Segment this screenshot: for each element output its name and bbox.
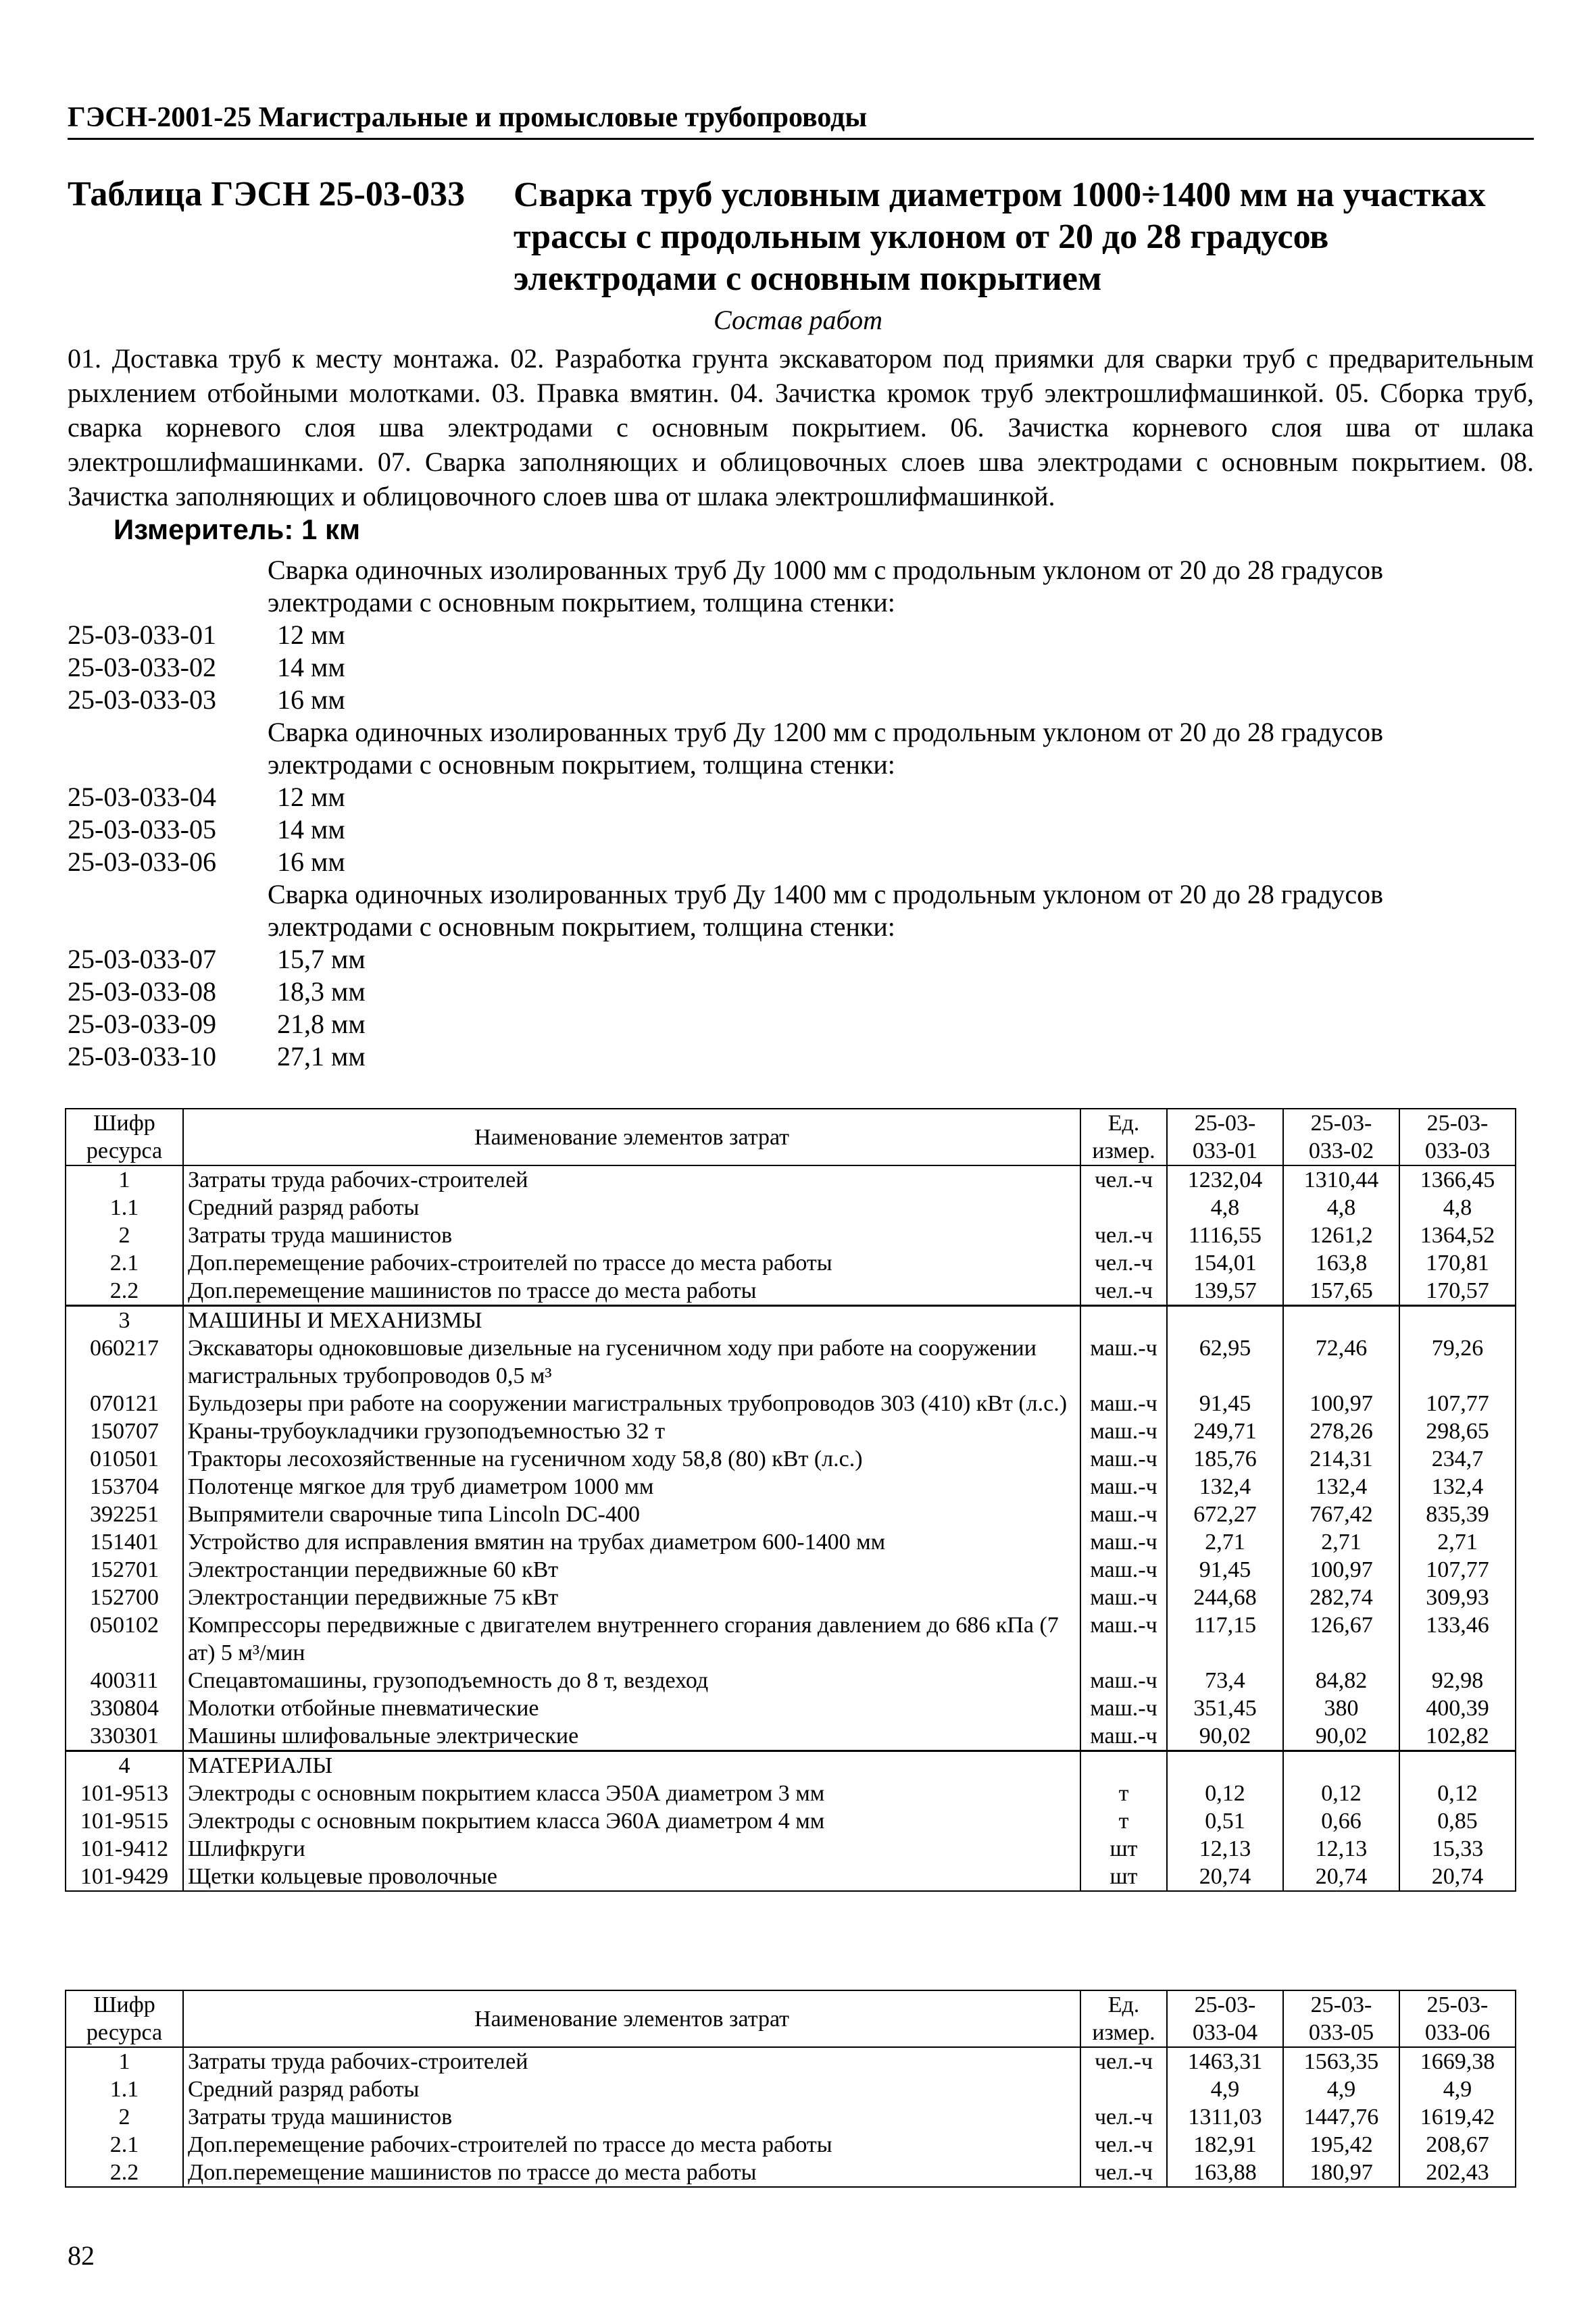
resource-name: Экскаваторы одноковшовые дизельные на гусеничном ходу при работе на сооружении магистральных трубопроводов 0,5 м³ — [183, 1334, 1080, 1390]
resource-value: 90,02 — [1283, 1722, 1399, 1751]
table-row — [66, 1780, 1516, 1807]
resource-code: 150707 — [66, 1417, 183, 1445]
code-group-desc: Сварка одиночных изолированных труб Ду 1000 мм с продольным уклоном от 20 до 28 градусов электродами с основным покрытием, толщина стенки: — [268, 555, 1383, 618]
resource-value — [1167, 1751, 1283, 1780]
norm-code: 25-03-033-05 — [68, 814, 216, 845]
resource-value: 107,77 — [1399, 1556, 1516, 1584]
table-row — [66, 1445, 1516, 1473]
table-row — [66, 1694, 1516, 1722]
resource-table-2 — [65, 1990, 1516, 2188]
resource-code: 4 — [66, 1751, 183, 1780]
resource-unit: маш.-ч — [1080, 1584, 1167, 1611]
resource-value: 62,95 — [1167, 1334, 1283, 1390]
resource-value: 0,12 — [1167, 1780, 1283, 1807]
norm-code: 25-03-033-02 — [68, 652, 216, 682]
resource-value: 1669,38 — [1399, 2047, 1516, 2076]
header-col: 25-03- 033-03 — [1399, 1109, 1516, 1165]
resource-code: 392251 — [66, 1501, 183, 1528]
resource-value: 4,8 — [1167, 1194, 1283, 1222]
wall-thickness: 12 мм — [277, 782, 345, 812]
table-row — [66, 1751, 1516, 1780]
resource-unit: чел.-ч — [1080, 2159, 1167, 2187]
resource-value: 102,82 — [1399, 1722, 1516, 1751]
resource-value: 100,97 — [1283, 1390, 1399, 1417]
resource-name: Затраты труда машинистов — [183, 2103, 1080, 2131]
resource-code: 2 — [66, 1222, 183, 1249]
resource-value: 380 — [1283, 1694, 1399, 1722]
resource-code: 1.1 — [66, 1194, 183, 1222]
resource-unit: маш.-ч — [1080, 1722, 1167, 1751]
resource-unit: маш.-ч — [1080, 1667, 1167, 1694]
resource-unit: маш.-ч — [1080, 1611, 1167, 1667]
header-name: Наименование элементов затрат — [183, 1990, 1080, 2047]
resource-value: 1311,03 — [1167, 2103, 1283, 2131]
resource-value: 157,65 — [1283, 1277, 1399, 1306]
resource-code: 3 — [66, 1306, 183, 1335]
wall-thickness: 14 мм — [277, 652, 345, 682]
code-row — [68, 619, 1534, 651]
table-row — [66, 1556, 1516, 1584]
resource-unit: чел.-ч — [1080, 2103, 1167, 2131]
resource-value: 1116,55 — [1167, 1222, 1283, 1249]
norm-code: 25-03-033-04 — [68, 782, 216, 812]
resource-name: МАШИНЫ И МЕХАНИЗМЫ — [183, 1306, 1080, 1335]
wall-thickness: 14 мм — [277, 814, 345, 845]
table-row — [66, 2103, 1516, 2131]
resource-unit: чел.-ч — [1080, 1249, 1167, 1277]
resource-unit: чел.-ч — [1080, 1277, 1167, 1306]
resource-value — [1283, 1306, 1399, 1335]
resource-value: 2,71 — [1283, 1528, 1399, 1556]
resource-value: 1366,45 — [1399, 1165, 1516, 1194]
table-row — [66, 2076, 1516, 2103]
resource-code: 330804 — [66, 1694, 183, 1722]
code-group-desc: Сварка одиночных изолированных труб Ду 1400 мм с продольным уклоном от 20 до 28 градусов электродами с основным покрытием, толщина стенки: — [268, 879, 1383, 942]
resource-value: 4,9 — [1167, 2076, 1283, 2103]
resource-value: 163,88 — [1167, 2159, 1283, 2187]
resource-unit: маш.-ч — [1080, 1417, 1167, 1445]
resource-name: Электростанции передвижные 60 кВт — [183, 1556, 1080, 1584]
resource-unit: маш.-ч — [1080, 1694, 1167, 1722]
resource-code: 2.2 — [66, 2159, 183, 2187]
resource-value: 182,91 — [1167, 2131, 1283, 2159]
resource-code: 101-9515 — [66, 1807, 183, 1835]
header-col: 25-03- 033-01 — [1167, 1109, 1283, 1165]
resource-unit — [1080, 1751, 1167, 1780]
composition-title: Состав работ — [714, 305, 882, 335]
resource-value: 117,15 — [1167, 1611, 1283, 1667]
resource-value: 72,46 — [1283, 1334, 1399, 1390]
resource-value: 132,4 — [1167, 1473, 1283, 1501]
code-row — [68, 846, 1534, 878]
resource-code: 2.1 — [66, 1249, 183, 1277]
resource-value: 12,13 — [1283, 1835, 1399, 1863]
resource-value: 234,7 — [1399, 1445, 1516, 1473]
resource-name: Затраты труда рабочих-строителей — [183, 1165, 1080, 1194]
resource-name: Выпрямители сварочные типа Lincoln DC-400 — [183, 1501, 1080, 1528]
resource-unit — [1080, 1194, 1167, 1222]
header-col: 25-03- 033-02 — [1283, 1109, 1399, 1165]
resource-value: 92,98 — [1399, 1667, 1516, 1694]
resource-code: 060217 — [66, 1334, 183, 1390]
resource-value: 133,46 — [1399, 1611, 1516, 1667]
resource-value: 20,74 — [1167, 1863, 1283, 1891]
resource-value: 249,71 — [1167, 1417, 1283, 1445]
code-row — [68, 651, 1534, 684]
wall-thickness: 16 мм — [277, 847, 345, 877]
resource-unit: чел.-ч — [1080, 2131, 1167, 2159]
resource-unit: шт — [1080, 1863, 1167, 1891]
resource-value: 0,85 — [1399, 1807, 1516, 1835]
norm-code: 25-03-033-01 — [68, 620, 216, 650]
resource-code: 010501 — [66, 1445, 183, 1473]
resource-value: 107,77 — [1399, 1390, 1516, 1417]
norm-code: 25-03-033-10 — [68, 1041, 216, 1072]
resource-name: Затраты труда рабочих-строителей — [183, 2047, 1080, 2076]
resource-value: 202,43 — [1399, 2159, 1516, 2187]
resource-value: 132,4 — [1399, 1473, 1516, 1501]
resource-value: 244,68 — [1167, 1584, 1283, 1611]
wall-thickness: 15,7 мм — [277, 944, 366, 974]
resource-name: Доп.перемещение машинистов по трассе до места работы — [183, 1277, 1080, 1306]
resource-name: Машины шлифовальные электрические — [183, 1722, 1080, 1751]
resource-value: 1261,2 — [1283, 1222, 1399, 1249]
code-row — [68, 813, 1534, 846]
resource-unit: чел.-ч — [1080, 1165, 1167, 1194]
table-row — [66, 2159, 1516, 2187]
resource-value: 672,27 — [1167, 1501, 1283, 1528]
table-row — [66, 2131, 1516, 2159]
resource-unit: маш.-ч — [1080, 1501, 1167, 1528]
resource-value: 298,65 — [1399, 1417, 1516, 1445]
resource-code: 070121 — [66, 1390, 183, 1417]
wall-thickness: 16 мм — [277, 684, 345, 715]
wall-thickness: 18,3 мм — [277, 976, 366, 1007]
resource-unit: чел.-ч — [1080, 2047, 1167, 2076]
resource-name: Доп.перемещение рабочих-строителей по трассе до места работы — [183, 1249, 1080, 1277]
resource-unit: маш.-ч — [1080, 1528, 1167, 1556]
wall-thickness: 21,8 мм — [277, 1009, 366, 1039]
wall-thickness: 27,1 мм — [277, 1041, 366, 1072]
code-group-desc: Сварка одиночных изолированных труб Ду 1200 мм с продольным уклоном от 20 до 28 градусов электродами с основным покрытием, толщина стенки: — [268, 717, 1383, 780]
table-row — [66, 2047, 1516, 2076]
table-row — [66, 1667, 1516, 1694]
header-code: Шифр ресурса — [66, 1109, 183, 1165]
norm-code: 25-03-033-03 — [68, 684, 216, 715]
resource-value: 180,97 — [1283, 2159, 1399, 2187]
resource-code: 101-9412 — [66, 1835, 183, 1863]
resource-value: 100,97 — [1283, 1556, 1399, 1584]
resource-name: Полотенце мягкое для труб диаметром 1000 мм — [183, 1473, 1080, 1501]
resource-value — [1283, 1751, 1399, 1780]
resource-value: 282,74 — [1283, 1584, 1399, 1611]
resource-value: 0,12 — [1283, 1780, 1399, 1807]
resource-value: 12,13 — [1167, 1835, 1283, 1863]
resource-value — [1399, 1306, 1516, 1335]
resource-value: 154,01 — [1167, 1249, 1283, 1277]
resource-value: 195,42 — [1283, 2131, 1399, 2159]
resource-value: 163,8 — [1283, 1249, 1399, 1277]
resource-table-1 — [65, 1108, 1516, 1892]
code-row — [68, 1040, 1534, 1073]
resource-name: Средний разряд работы — [183, 1194, 1080, 1222]
resource-value: 1232,04 — [1167, 1165, 1283, 1194]
resource-value: 4,9 — [1283, 2076, 1399, 2103]
norm-code: 25-03-033-06 — [68, 847, 216, 877]
table-row — [66, 1249, 1516, 1277]
resource-value: 835,39 — [1399, 1501, 1516, 1528]
wall-thickness: 12 мм — [277, 620, 345, 650]
table-row — [66, 1528, 1516, 1556]
resource-value: 2,71 — [1167, 1528, 1283, 1556]
resource-unit: т — [1080, 1807, 1167, 1835]
resource-value: 1364,52 — [1399, 1222, 1516, 1249]
resource-value: 91,45 — [1167, 1556, 1283, 1584]
resource-value: 309,93 — [1399, 1584, 1516, 1611]
resource-unit: маш.-ч — [1080, 1556, 1167, 1584]
resource-value: 400,39 — [1399, 1694, 1516, 1722]
resource-value: 0,51 — [1167, 1807, 1283, 1835]
resource-unit — [1080, 1306, 1167, 1335]
resource-name: Затраты труда машинистов — [183, 1222, 1080, 1249]
resource-value: 170,81 — [1399, 1249, 1516, 1277]
resource-code: 1 — [66, 2047, 183, 2076]
resource-name: Краны-трубоукладчики грузоподъемностью 32 т — [183, 1417, 1080, 1445]
norm-code: 25-03-033-07 — [68, 944, 216, 974]
resource-code: 2.1 — [66, 2131, 183, 2159]
resource-value: 4,8 — [1399, 1194, 1516, 1222]
resource-unit: т — [1080, 1780, 1167, 1807]
resource-unit: маш.-ч — [1080, 1390, 1167, 1417]
resource-code: 152700 — [66, 1584, 183, 1611]
resource-code: 153704 — [66, 1473, 183, 1501]
resource-code: 1 — [66, 1165, 183, 1194]
resource-name: Спецавтомашины, грузоподъемность до 8 т, вездеход — [183, 1667, 1080, 1694]
resource-name: Электростанции передвижные 75 кВт — [183, 1584, 1080, 1611]
resource-code: 330301 — [66, 1722, 183, 1751]
resource-value: 91,45 — [1167, 1390, 1283, 1417]
resource-value: 278,26 — [1283, 1417, 1399, 1445]
resource-value: 170,57 — [1399, 1277, 1516, 1306]
table-row — [66, 1863, 1516, 1891]
resource-unit: маш.-ч — [1080, 1445, 1167, 1473]
resource-code: 050102 — [66, 1611, 183, 1667]
resource-value: 0,66 — [1283, 1807, 1399, 1835]
resource-code: 1.1 — [66, 2076, 183, 2103]
table-row — [66, 1277, 1516, 1306]
code-list — [68, 554, 1534, 1073]
table-row — [66, 1165, 1516, 1194]
header-col: 25-03- 033-06 — [1399, 1990, 1516, 2047]
resource-value: 4,8 — [1283, 1194, 1399, 1222]
resource-value: 2,71 — [1399, 1528, 1516, 1556]
resource-name: МАТЕРИАЛЫ — [183, 1751, 1080, 1780]
resource-value: 90,02 — [1167, 1722, 1283, 1751]
header-unit: Ед. измер. — [1080, 1109, 1167, 1165]
resource-value: 20,74 — [1283, 1863, 1399, 1891]
resource-unit — [1080, 2076, 1167, 2103]
running-head: ГЭСН-2001-25 Магистральные и промысловые трубопроводы — [68, 101, 1534, 140]
table-row — [66, 1334, 1516, 1390]
resource-value: 1447,76 — [1283, 2103, 1399, 2131]
resource-value — [1167, 1306, 1283, 1335]
table-row — [66, 1473, 1516, 1501]
table-row — [66, 1222, 1516, 1249]
resource-code: 152701 — [66, 1556, 183, 1584]
resource-code: 101-9429 — [66, 1863, 183, 1891]
header-col: 25-03- 033-04 — [1167, 1990, 1283, 2047]
code-row — [68, 684, 1534, 716]
resource-name: Бульдозеры при работе на сооружении магистральных трубопроводов 303 (410) кВт (л.с.) — [183, 1390, 1080, 1417]
resource-value: 73,4 — [1167, 1667, 1283, 1694]
norm-code: 25-03-033-08 — [68, 976, 216, 1007]
resource-value: 208,67 — [1399, 2131, 1516, 2159]
resource-value: 84,82 — [1283, 1667, 1399, 1694]
resource-name: Шлифкруги — [183, 1835, 1080, 1863]
resource-value: 20,74 — [1399, 1863, 1516, 1891]
table-row — [66, 1194, 1516, 1222]
table-row — [66, 1584, 1516, 1611]
resource-name: Доп.перемещение рабочих-строителей по трассе до места работы — [183, 2131, 1080, 2159]
code-row — [68, 1008, 1534, 1040]
norm-code: 25-03-033-09 — [68, 1009, 216, 1039]
resource-name: Электроды с основным покрытием класса Э50А диаметром 3 мм — [183, 1780, 1080, 1807]
table-row — [66, 1501, 1516, 1528]
composition-text: 01. Доставка труб к месту монтажа. 02. Разработка грунта экскаватором под приямки для сварки труб с предварительным рыхлением отбойными молотками. 03. Правка вмятин. 04. Зачистка кромок труб электрошлифмашинкой. 05. Сборка труб, сварка корневого слоя шва электродами с основным покрытием. 06. Зачистка корневого слоя шва от шлака электрошлифмашинками. 07. Сварка заполняющих и облицовочных слоев шва электродами с основным покрытием. 08. Зачистка заполняющих и облицовочного слоев шва от шлака электрошлифмашинкой. — [68, 343, 1534, 511]
resource-name: Средний разряд работы — [183, 2076, 1080, 2103]
resource-unit: маш.-ч — [1080, 1334, 1167, 1390]
table-row — [66, 1807, 1516, 1835]
code-row — [68, 781, 1534, 813]
resource-name: Устройство для исправления вмятин на трубах диаметром 600-1400 мм — [183, 1528, 1080, 1556]
header-col: 25-03- 033-05 — [1283, 1990, 1399, 2047]
resource-value: 214,31 — [1283, 1445, 1399, 1473]
resource-unit: шт — [1080, 1835, 1167, 1863]
table-row — [66, 1835, 1516, 1863]
table-row — [66, 1722, 1516, 1751]
table-row — [66, 1306, 1516, 1335]
table-id: Таблица ГЭСН 25-03-033 — [68, 175, 466, 213]
header-unit: Ед. измер. — [1080, 1990, 1167, 2047]
resource-code: 151401 — [66, 1528, 183, 1556]
resource-unit: маш.-ч — [1080, 1473, 1167, 1501]
resource-value: 1463,31 — [1167, 2047, 1283, 2076]
table-row — [66, 1417, 1516, 1445]
page-number: 82 — [68, 2240, 95, 2271]
resource-code: 2 — [66, 2103, 183, 2131]
resource-name: Доп.перемещение машинистов по трассе до места работы — [183, 2159, 1080, 2187]
resource-value: 126,67 — [1283, 1611, 1399, 1667]
resource-value: 132,4 — [1283, 1473, 1399, 1501]
table-title: Сварка труб условным диаметром 1000÷1400 мм на участках трассы с продольным уклоном от 20 до 28 градусов электродами с основным покрытием — [514, 176, 1486, 298]
table-row — [66, 1611, 1516, 1667]
resource-name: Компрессоры передвижные с двигателем внутреннего сгорания давлением до 686 кПа (7 ат) 5 м³/мин — [183, 1611, 1080, 1667]
resource-value: 139,57 — [1167, 1277, 1283, 1306]
resource-code: 2.2 — [66, 1277, 183, 1306]
resource-value: 0,12 — [1399, 1780, 1516, 1807]
resource-name: Щетки кольцевые проволочные — [183, 1863, 1080, 1891]
resource-value: 1619,42 — [1399, 2103, 1516, 2131]
measure-unit: Измеритель: 1 км — [114, 513, 361, 545]
header-name: Наименование элементов затрат — [183, 1109, 1080, 1165]
resource-unit: чел.-ч — [1080, 1222, 1167, 1249]
resource-value: 4,9 — [1399, 2076, 1516, 2103]
code-row — [68, 976, 1534, 1008]
resource-value: 1563,35 — [1283, 2047, 1399, 2076]
resource-code: 101-9513 — [66, 1780, 183, 1807]
resource-name: Электроды с основным покрытием класса Э60А диаметром 4 мм — [183, 1807, 1080, 1835]
resource-value: 185,76 — [1167, 1445, 1283, 1473]
header-code: Шифр ресурса — [66, 1990, 183, 2047]
resource-value: 767,42 — [1283, 1501, 1399, 1528]
resource-value: 1310,44 — [1283, 1165, 1399, 1194]
resource-code: 400311 — [66, 1667, 183, 1694]
resource-value: 15,33 — [1399, 1835, 1516, 1863]
code-row — [68, 943, 1534, 976]
table-row — [66, 1390, 1516, 1417]
resource-value — [1399, 1751, 1516, 1780]
resource-name: Молотки отбойные пневматические — [183, 1694, 1080, 1722]
resource-name: Тракторы лесохозяйственные на гусеничном ходу 58,8 (80) кВт (л.с.) — [183, 1445, 1080, 1473]
resource-value: 79,26 — [1399, 1334, 1516, 1390]
resource-value: 351,45 — [1167, 1694, 1283, 1722]
